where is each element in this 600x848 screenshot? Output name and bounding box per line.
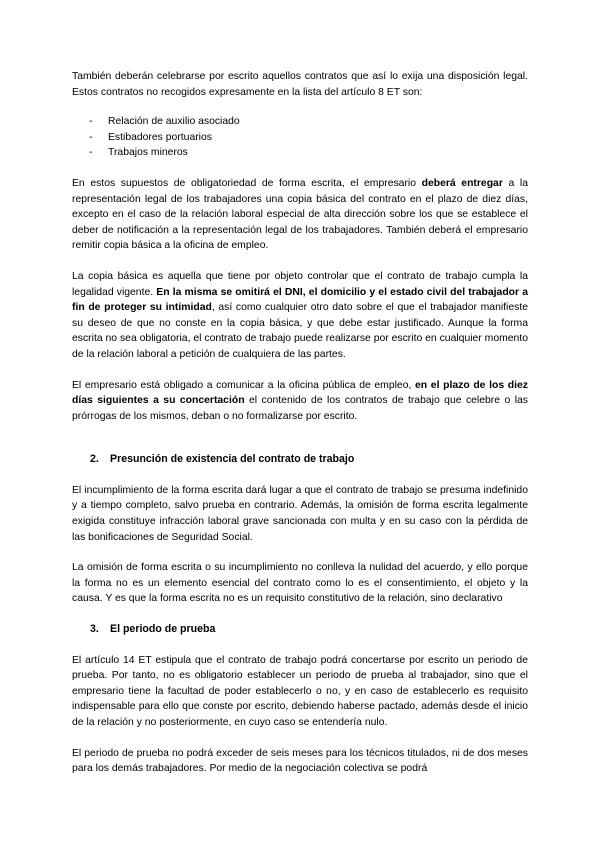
section-heading-probation: 3. El periodo de prueba: [90, 623, 216, 636]
list-item: - Relación de auxilio asociado: [72, 114, 528, 130]
list-item: - Trabajos mineros: [72, 145, 528, 161]
paragraph-non-compliance: El incumplimiento de la forma escrita dará lugar a que el contrato de trabajo se presuma indefinido y a tiempo completo, salvo prueba en contrario. Además, la omisión de forma escrita legalmente exigida constituye infracción laboral grave sancionada con multa y en su caso con la pérdida de las bonificaciones de Seguridad Social.: [72, 484, 528, 543]
paragraph-employment-office: El empresario está obligado a comunicar a la oficina pública de empleo, en el plazo de los diez días siguientes a su concertación el contenido de los contratos de trabajo que celebre o las prórrogas de los mismos, deban o no formalizarse por escrito.: [72, 379, 528, 422]
paragraph-omission: La omisión de forma escrita o su incumplimiento no conlleva la nulidad del acuerdo, y ello porque la forma no es un elemento esencial del contrato como lo es el consentimiento, el objeto y la causa. Y es que la forma escrita no es un requisito constitutivo de la relación, sino declarativo: [72, 562, 528, 605]
list-item: - Estibadores portuarios: [72, 130, 528, 146]
contract-type-list: [72, 114, 528, 161]
paragraph-article-14: El artículo 14 ET estipula que el contrato de trabajo podrá concertarse por escrito un periodo de prueba. Por tanto, no es obligatorio establecer un periodo de prueba al trabajador, sino que el empresario tiene la facultad de poder establecerlo o no, y en caso de establecerlo es requisito indispensable para ello que conste por escrito, debiendo haberse pactado, además desde el inicio de la relación y no posteriormente, en cuyo caso se entendería nulo.: [72, 654, 528, 728]
paragraph-basic-copy-definition: La copia básica es aquella que tiene por objeto controlar que el contrato de trabajo cumpla la legalidad vigente. En la misma se omitirá el DNI, el domicilio y el estado civil del trabajador a fin de proteger su intimidad, así como cualquier otro dato sobre el que el trabajador manifieste su deseo de que no conste en la copia básica, y que debe estar justificado. Aunque la forma escrita no sea obligatoria, el contrato de trabajo puede realizarse por escrito en cualquier momento de la relación laboral a petición de cualquiera de las partes.: [72, 270, 528, 360]
paragraph-probation-duration: El periodo de prueba no podrá exceder de seis meses para los técnicos titulados, ni de dos meses para los demás trabajadores. Por medio de la negociación colectiva se podrá: [72, 747, 528, 775]
paragraph-written-contracts: También deberán celebrarse por escrito aquellos contratos que así lo exija una disposición legal. Estos contratos no recogidos expresamente en la lista del artículo 8 ET son:: [72, 71, 528, 98]
document-body: [72, 69, 528, 777]
paragraph-basic-copy-delivery: En estos supuestos de obligatoriedad de forma escrita, el empresario deberá entregar a la representación legal de los trabajadores una copia básica del contrato en el plazo de diez días, excepto en el caso de la relación laboral especial de alta dirección sobre los que se establece el deber de notificación a la representación legal de los trabajadores. También deberá el empresario remitir copia básica a la oficina de empleo.: [72, 177, 528, 252]
section-heading-presumption: 2. Presunción de existencia del contrato de trabajo: [90, 453, 355, 466]
